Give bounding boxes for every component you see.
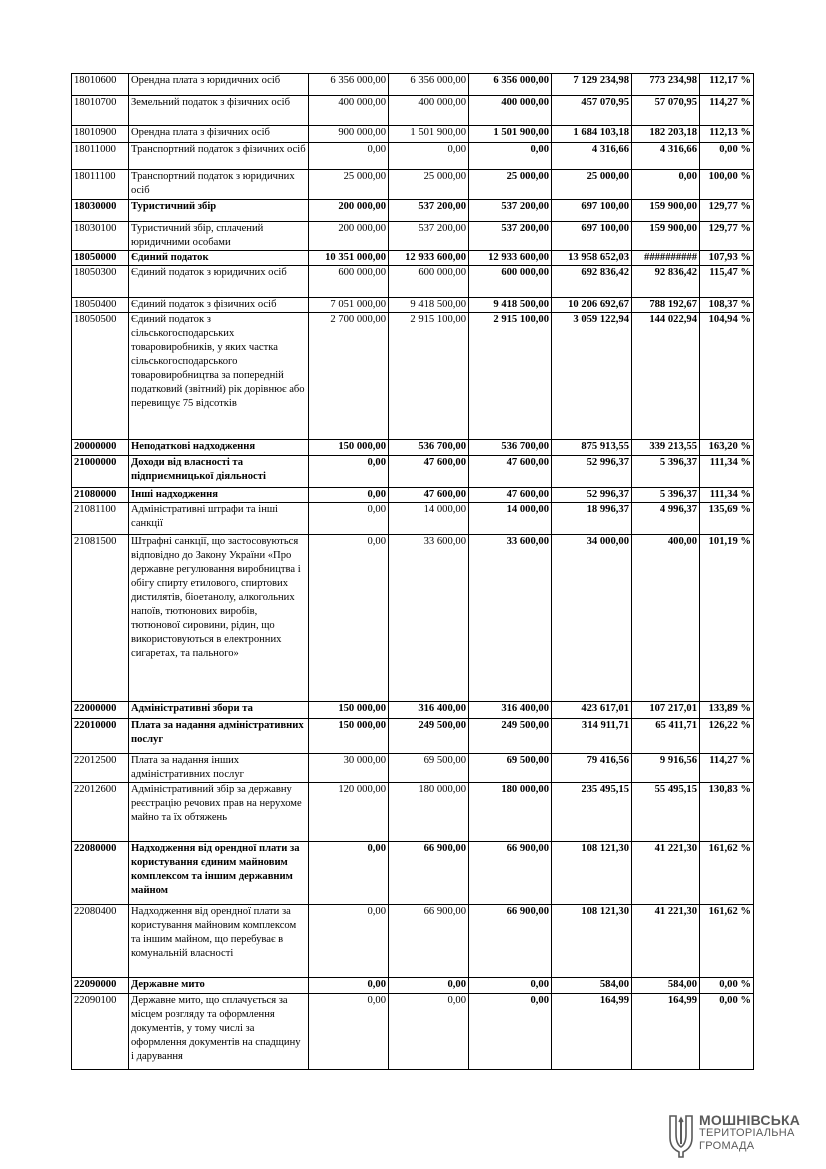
row-percent: 135,69 % — [700, 503, 754, 535]
row-actual: 7 129 234,98 — [552, 74, 632, 96]
row-plan-adjusted: 0,00 — [389, 978, 469, 994]
row-deviation: 400,00 — [632, 535, 700, 702]
row-plan-year: 150 000,00 — [309, 440, 389, 456]
row-plan-year: 150 000,00 — [309, 719, 389, 754]
table-row — [72, 994, 754, 1070]
row-actual: 164,99 — [552, 994, 632, 1070]
row-name: Державне мито — [129, 978, 309, 994]
row-actual: 34 000,00 — [552, 535, 632, 702]
row-deviation: 9 916,56 — [632, 754, 700, 783]
logo-line-2: ТЕРИТОРІАЛЬНА — [699, 1127, 795, 1139]
row-code: 18011000 — [72, 143, 129, 170]
row-deviation: 5 396,37 — [632, 456, 700, 488]
row-plan-adjusted: 537 200,00 — [389, 222, 469, 251]
row-deviation: ########## — [632, 251, 700, 266]
row-name: Єдиний податок — [129, 251, 309, 266]
row-name: Інші надходження — [129, 488, 309, 503]
row-actual: 25 000,00 — [552, 170, 632, 200]
row-plan-period: 0,00 — [469, 978, 552, 994]
table-row — [72, 754, 754, 783]
row-plan-year: 10 351 000,00 — [309, 251, 389, 266]
row-code: 22012500 — [72, 754, 129, 783]
table-row — [72, 251, 754, 266]
row-name: Штрафні санкції, що застосовуються відповідно до Закону України «Про державне регулювання виробництва і обігу спирту етилового, спиртових дистилятів, біоетанолу, алкогольних напоїв, тютюнових виробів, тютюнової сировини, рідин, що використовуються в електронних сигаретах, та пального» — [129, 535, 309, 702]
row-name: Туристичний збір — [129, 200, 309, 222]
row-plan-year: 6 356 000,00 — [309, 74, 389, 96]
row-actual: 4 316,66 — [552, 143, 632, 170]
row-code: 21081100 — [72, 503, 129, 535]
row-deviation: 107 217,01 — [632, 702, 700, 719]
row-deviation: 164,99 — [632, 994, 700, 1070]
row-deviation: 339 213,55 — [632, 440, 700, 456]
row-deviation: 41 221,30 — [632, 905, 700, 978]
row-plan-period: 9 418 500,00 — [469, 298, 552, 313]
row-plan-period: 537 200,00 — [469, 222, 552, 251]
row-name: Адміністративні штрафи та інші санкції — [129, 503, 309, 535]
row-code: 21000000 — [72, 456, 129, 488]
table-row — [72, 313, 754, 440]
row-percent: 104,94 % — [700, 313, 754, 440]
row-name: Доходи від власності та підприємницької діяльності — [129, 456, 309, 488]
row-plan-year: 0,00 — [309, 978, 389, 994]
row-plan-period: 400 000,00 — [469, 96, 552, 126]
row-code: 18050000 — [72, 251, 129, 266]
row-plan-year: 0,00 — [309, 488, 389, 503]
row-plan-year: 150 000,00 — [309, 702, 389, 719]
row-plan-adjusted: 66 900,00 — [389, 842, 469, 905]
row-name: Плата за надання адміністративних послуг — [129, 719, 309, 754]
row-plan-adjusted: 2 915 100,00 — [389, 313, 469, 440]
row-deviation: 0,00 — [632, 170, 700, 200]
row-percent: 0,00 % — [700, 143, 754, 170]
row-plan-adjusted: 180 000,00 — [389, 783, 469, 842]
row-plan-year: 0,00 — [309, 143, 389, 170]
row-percent: 114,27 % — [700, 96, 754, 126]
row-plan-adjusted: 600 000,00 — [389, 266, 469, 298]
community-logo — [667, 1112, 801, 1160]
row-deviation: 55 495,15 — [632, 783, 700, 842]
row-plan-adjusted: 249 500,00 — [389, 719, 469, 754]
row-code: 22080000 — [72, 842, 129, 905]
row-actual: 235 495,15 — [552, 783, 632, 842]
row-name: Єдиний податок з фізичних осіб — [129, 298, 309, 313]
table-row — [72, 266, 754, 298]
row-name: Транспортний податок з фізичних осіб — [129, 143, 309, 170]
row-plan-adjusted: 537 200,00 — [389, 200, 469, 222]
row-plan-period: 537 200,00 — [469, 200, 552, 222]
row-actual: 457 070,95 — [552, 96, 632, 126]
row-plan-year: 25 000,00 — [309, 170, 389, 200]
row-plan-period: 14 000,00 — [469, 503, 552, 535]
row-actual: 13 958 652,03 — [552, 251, 632, 266]
row-actual: 3 059 122,94 — [552, 313, 632, 440]
row-plan-adjusted: 33 600,00 — [389, 535, 469, 702]
row-plan-adjusted: 14 000,00 — [389, 503, 469, 535]
row-name: Орендна плата з фізичних осіб — [129, 126, 309, 143]
table-row — [72, 702, 754, 719]
row-actual: 692 836,42 — [552, 266, 632, 298]
row-percent: 129,77 % — [700, 222, 754, 251]
row-plan-year: 0,00 — [309, 456, 389, 488]
trident-icon — [667, 1114, 695, 1158]
row-code: 18030100 — [72, 222, 129, 251]
row-percent: 0,00 % — [700, 978, 754, 994]
row-plan-period: 25 000,00 — [469, 170, 552, 200]
row-deviation: 159 900,00 — [632, 222, 700, 251]
row-plan-year: 0,00 — [309, 905, 389, 978]
row-plan-period: 536 700,00 — [469, 440, 552, 456]
row-percent: 161,62 % — [700, 905, 754, 978]
row-percent: 111,34 % — [700, 456, 754, 488]
row-plan-period: 1 501 900,00 — [469, 126, 552, 143]
row-name: Державне мито, що сплачується за місцем розгляду та оформлення документів, у тому числі за оформлення документів на спадщину і дарування — [129, 994, 309, 1070]
row-plan-year: 0,00 — [309, 503, 389, 535]
row-code: 18011100 — [72, 170, 129, 200]
row-plan-adjusted: 69 500,00 — [389, 754, 469, 783]
row-plan-adjusted: 1 501 900,00 — [389, 126, 469, 143]
row-code: 22010000 — [72, 719, 129, 754]
row-percent: 0,00 % — [700, 994, 754, 1070]
row-name: Надходження від орендної плати за користування єдиним майновим комплексом та іншим державним майном — [129, 842, 309, 905]
row-plan-adjusted: 9 418 500,00 — [389, 298, 469, 313]
table-row — [72, 503, 754, 535]
row-plan-period: 0,00 — [469, 994, 552, 1070]
row-code: 21080000 — [72, 488, 129, 503]
row-actual: 79 416,56 — [552, 754, 632, 783]
row-percent: 130,83 % — [700, 783, 754, 842]
row-plan-period: 0,00 — [469, 143, 552, 170]
row-name: Земельний податок з фізичних осіб — [129, 96, 309, 126]
table-row — [72, 719, 754, 754]
row-code: 22090100 — [72, 994, 129, 1070]
table-row — [72, 842, 754, 905]
row-percent: 112,17 % — [700, 74, 754, 96]
row-code: 22000000 — [72, 702, 129, 719]
row-code: 22090000 — [72, 978, 129, 994]
row-name: Єдиний податок з сільськогосподарських товаровиробників, у яких частка сільськогосподарського товаровиробництва за попередній податковий (звітний) рік дорівнює або перевищує 75 відсотків — [129, 313, 309, 440]
row-actual: 697 100,00 — [552, 200, 632, 222]
row-actual: 18 996,37 — [552, 503, 632, 535]
table-row — [72, 978, 754, 994]
logo-line-1: МОШНІВСЬКА — [699, 1112, 801, 1128]
row-plan-adjusted: 536 700,00 — [389, 440, 469, 456]
row-plan-period: 47 600,00 — [469, 488, 552, 503]
row-plan-period: 2 915 100,00 — [469, 313, 552, 440]
table-row — [72, 74, 754, 96]
row-percent: 133,89 % — [700, 702, 754, 719]
row-name: Транспортний податок з юридичних осіб — [129, 170, 309, 200]
row-name: Адміністративний збір за державну реєстрацію речових прав на нерухоме майно та їх обтяжень — [129, 783, 309, 842]
revenue-table — [71, 73, 754, 1070]
row-code: 22012600 — [72, 783, 129, 842]
row-plan-adjusted: 66 900,00 — [389, 905, 469, 978]
row-name: Туристичний збір, сплачений юридичними особами — [129, 222, 309, 251]
row-actual: 584,00 — [552, 978, 632, 994]
row-name: Орендна плата з юридичних осіб — [129, 74, 309, 96]
row-deviation: 4 996,37 — [632, 503, 700, 535]
row-plan-year: 0,00 — [309, 994, 389, 1070]
row-plan-period: 6 356 000,00 — [469, 74, 552, 96]
row-code: 18050500 — [72, 313, 129, 440]
row-percent: 163,20 % — [700, 440, 754, 456]
row-deviation: 5 396,37 — [632, 488, 700, 503]
row-plan-adjusted: 12 933 600,00 — [389, 251, 469, 266]
table-row — [72, 222, 754, 251]
row-actual: 52 996,37 — [552, 456, 632, 488]
row-deviation: 92 836,42 — [632, 266, 700, 298]
row-plan-period: 66 900,00 — [469, 905, 552, 978]
row-code: 18030000 — [72, 200, 129, 222]
logo-text — [699, 1114, 800, 1153]
logo-line-3: ГРОМАДА — [699, 1140, 755, 1152]
row-deviation: 65 411,71 — [632, 719, 700, 754]
table-row — [72, 905, 754, 978]
row-plan-period: 600 000,00 — [469, 266, 552, 298]
row-deviation: 159 900,00 — [632, 200, 700, 222]
row-plan-adjusted: 316 400,00 — [389, 702, 469, 719]
row-plan-year: 400 000,00 — [309, 96, 389, 126]
row-plan-period: 316 400,00 — [469, 702, 552, 719]
row-deviation: 773 234,98 — [632, 74, 700, 96]
row-code: 20000000 — [72, 440, 129, 456]
table-row — [72, 488, 754, 503]
row-actual: 1 684 103,18 — [552, 126, 632, 143]
table-row — [72, 200, 754, 222]
table-body — [72, 74, 754, 1070]
table-row — [72, 456, 754, 488]
row-percent: 115,47 % — [700, 266, 754, 298]
row-plan-period: 33 600,00 — [469, 535, 552, 702]
row-percent: 126,22 % — [700, 719, 754, 754]
row-plan-year: 200 000,00 — [309, 200, 389, 222]
row-code: 18010900 — [72, 126, 129, 143]
row-actual: 52 996,37 — [552, 488, 632, 503]
row-percent: 111,34 % — [700, 488, 754, 503]
row-plan-year: 7 051 000,00 — [309, 298, 389, 313]
row-percent: 129,77 % — [700, 200, 754, 222]
row-actual: 423 617,01 — [552, 702, 632, 719]
row-percent: 100,00 % — [700, 170, 754, 200]
row-plan-adjusted: 25 000,00 — [389, 170, 469, 200]
row-plan-year: 120 000,00 — [309, 783, 389, 842]
row-code: 18010700 — [72, 96, 129, 126]
row-name: Неподаткові надходження — [129, 440, 309, 456]
row-plan-period: 249 500,00 — [469, 719, 552, 754]
row-code: 21081500 — [72, 535, 129, 702]
row-name: Надходження від орендної плати за користування майновим комплексом та іншим майном, що перебуває в комунальній власності — [129, 905, 309, 978]
row-percent: 114,27 % — [700, 754, 754, 783]
table-row — [72, 783, 754, 842]
row-plan-year: 0,00 — [309, 842, 389, 905]
row-percent: 108,37 % — [700, 298, 754, 313]
row-plan-adjusted: 47 600,00 — [389, 488, 469, 503]
row-actual: 875 913,55 — [552, 440, 632, 456]
row-name: Плата за надання інших адміністративних послуг — [129, 754, 309, 783]
table-row — [72, 96, 754, 126]
row-deviation: 57 070,95 — [632, 96, 700, 126]
row-plan-adjusted: 47 600,00 — [389, 456, 469, 488]
table-row — [72, 440, 754, 456]
table-row — [72, 170, 754, 200]
row-plan-year: 0,00 — [309, 535, 389, 702]
row-plan-year: 30 000,00 — [309, 754, 389, 783]
row-plan-year: 900 000,00 — [309, 126, 389, 143]
row-plan-period: 12 933 600,00 — [469, 251, 552, 266]
row-percent: 101,19 % — [700, 535, 754, 702]
row-plan-period: 180 000,00 — [469, 783, 552, 842]
row-actual: 108 121,30 — [552, 905, 632, 978]
row-code: 22080400 — [72, 905, 129, 978]
row-plan-adjusted: 6 356 000,00 — [389, 74, 469, 96]
table-row — [72, 143, 754, 170]
row-deviation: 788 192,67 — [632, 298, 700, 313]
row-code: 18050400 — [72, 298, 129, 313]
row-deviation: 144 022,94 — [632, 313, 700, 440]
row-deviation: 182 203,18 — [632, 126, 700, 143]
row-plan-adjusted: 0,00 — [389, 994, 469, 1070]
row-plan-adjusted: 0,00 — [389, 143, 469, 170]
row-plan-year: 200 000,00 — [309, 222, 389, 251]
row-name: Адміністративні збори та — [129, 702, 309, 719]
table-row — [72, 298, 754, 313]
row-deviation: 4 316,66 — [632, 143, 700, 170]
row-plan-year: 2 700 000,00 — [309, 313, 389, 440]
row-actual: 697 100,00 — [552, 222, 632, 251]
row-plan-period: 69 500,00 — [469, 754, 552, 783]
row-deviation: 584,00 — [632, 978, 700, 994]
row-plan-period: 47 600,00 — [469, 456, 552, 488]
row-plan-year: 600 000,00 — [309, 266, 389, 298]
row-actual: 10 206 692,67 — [552, 298, 632, 313]
row-code: 18010600 — [72, 74, 129, 96]
row-percent: 112,13 % — [700, 126, 754, 143]
row-deviation: 41 221,30 — [632, 842, 700, 905]
table-row — [72, 126, 754, 143]
row-plan-adjusted: 400 000,00 — [389, 96, 469, 126]
row-name: Єдиний податок з юридичних осіб — [129, 266, 309, 298]
row-actual: 108 121,30 — [552, 842, 632, 905]
table-row — [72, 535, 754, 702]
row-percent: 161,62 % — [700, 842, 754, 905]
row-percent: 107,93 % — [700, 251, 754, 266]
row-actual: 314 911,71 — [552, 719, 632, 754]
row-plan-period: 66 900,00 — [469, 842, 552, 905]
row-code: 18050300 — [72, 266, 129, 298]
